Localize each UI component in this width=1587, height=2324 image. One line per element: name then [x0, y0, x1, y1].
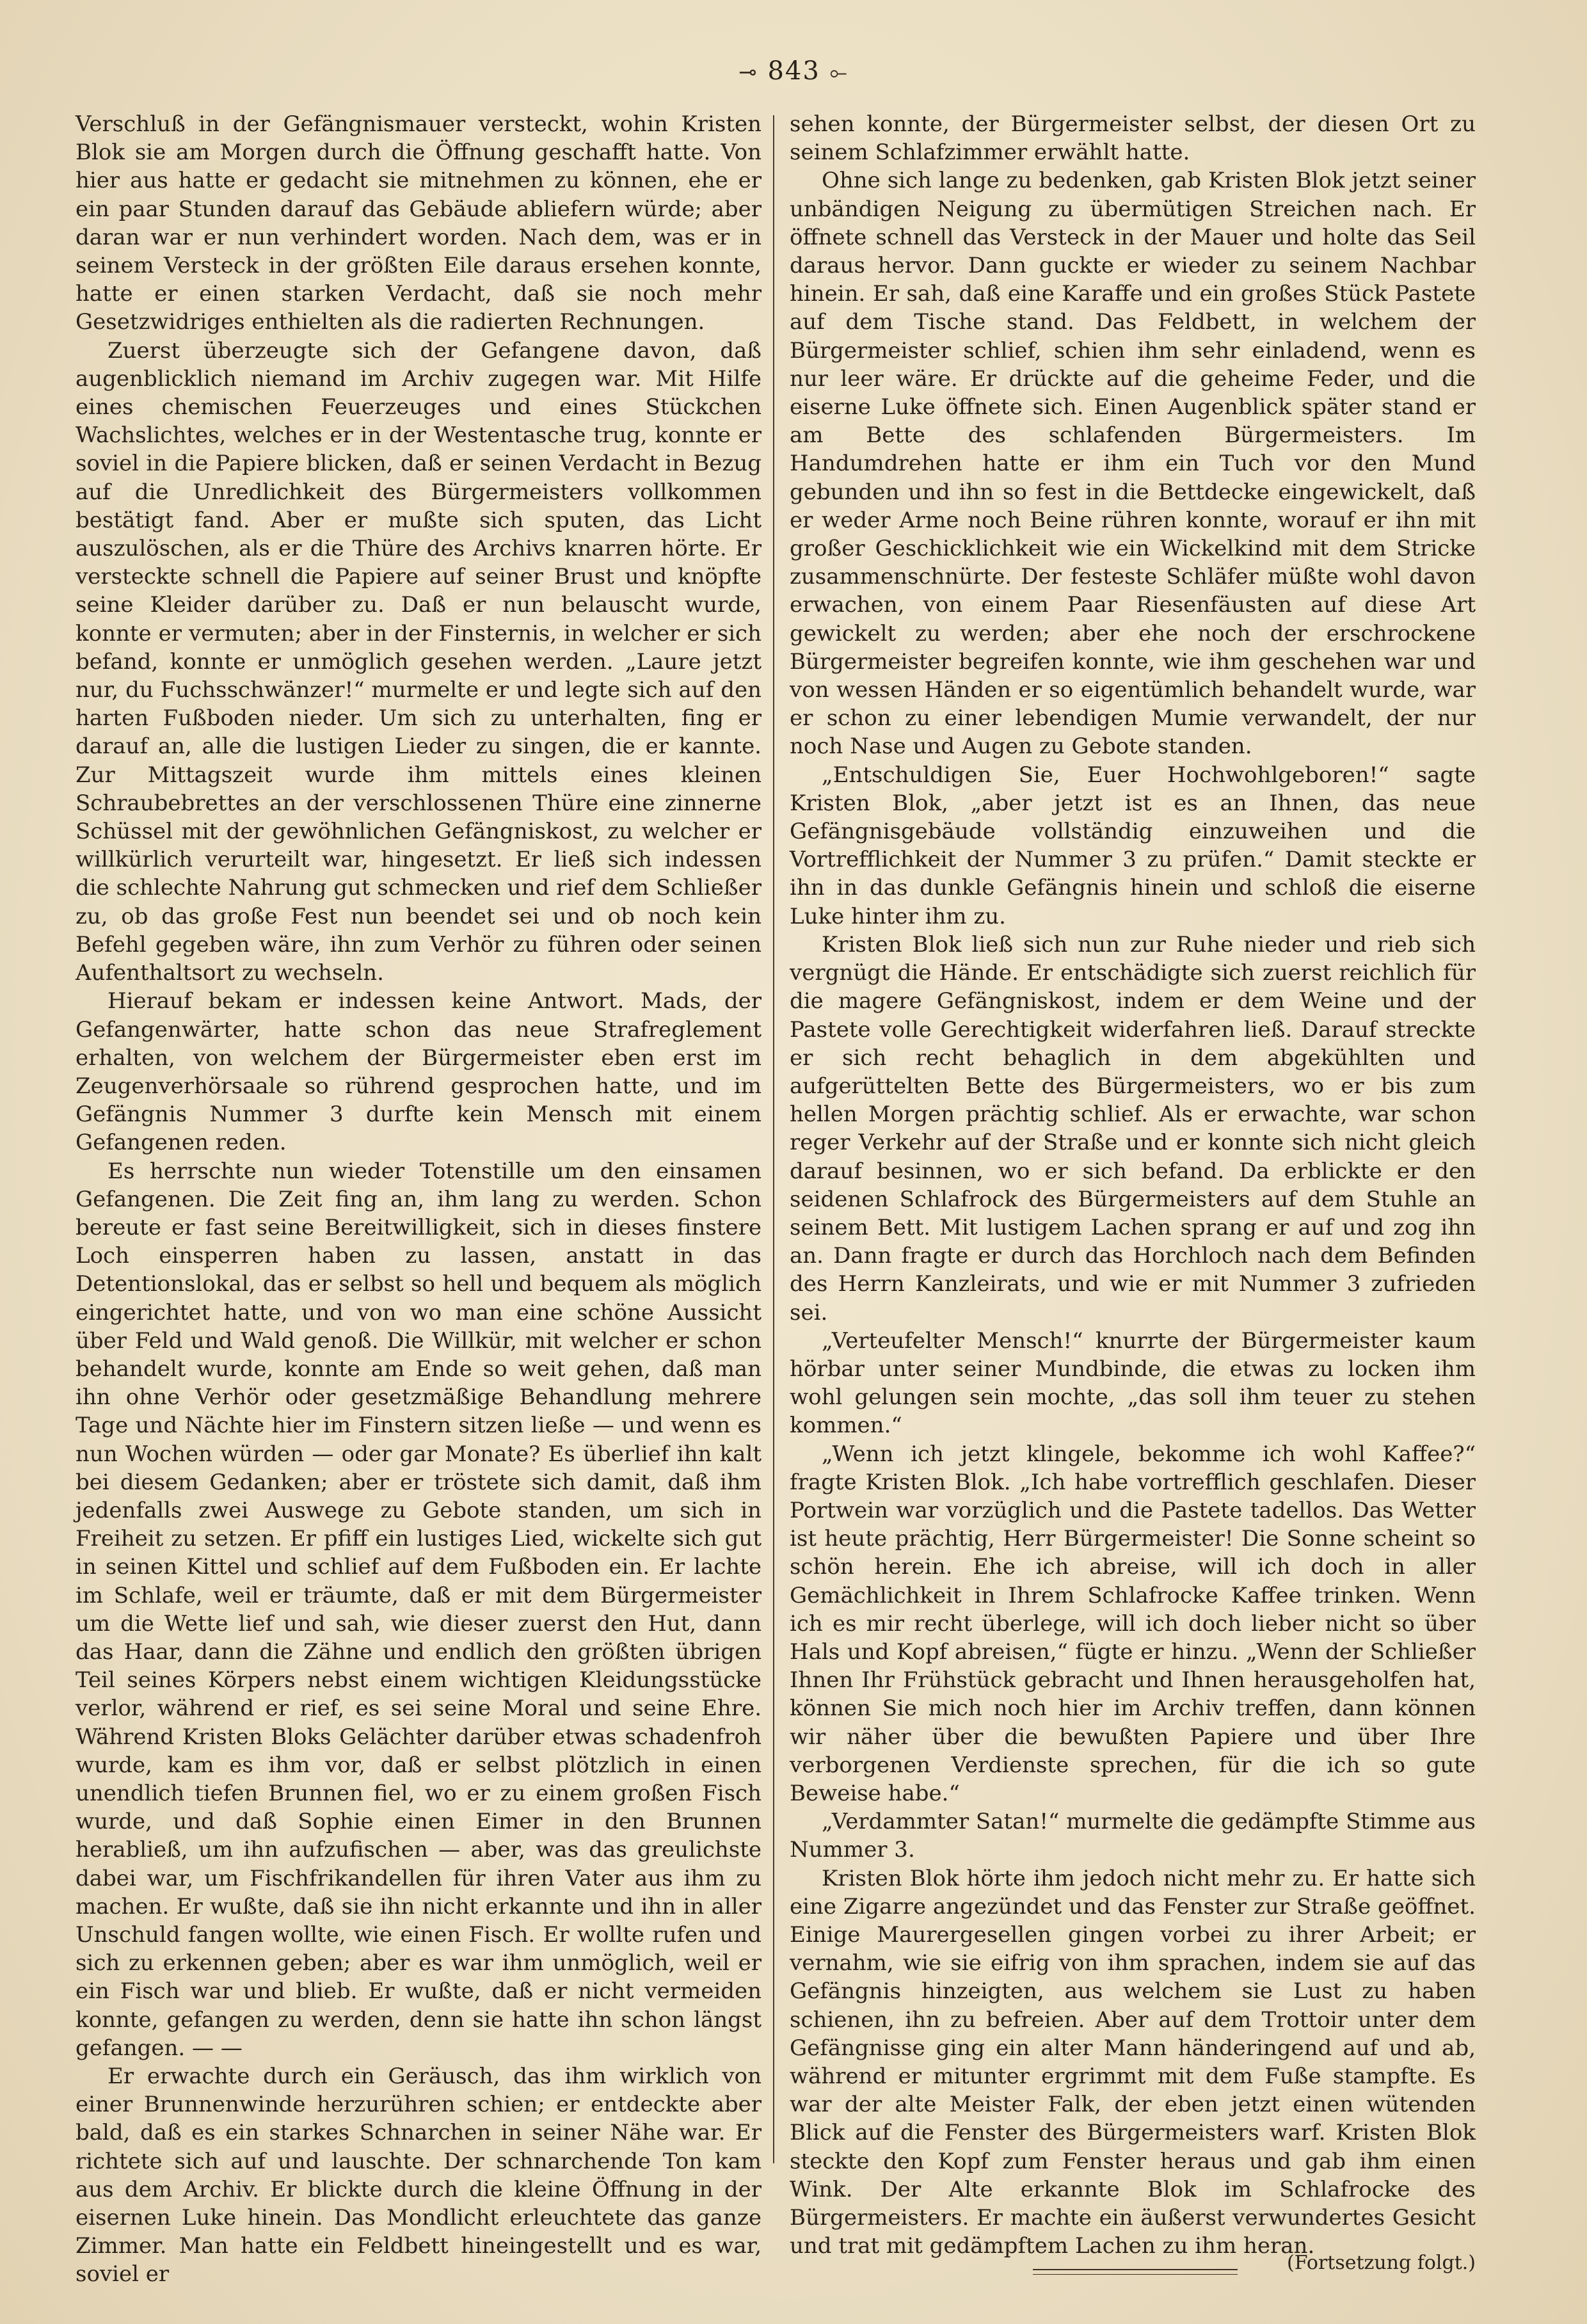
ornament-right-icon: ⟜ — [829, 60, 849, 85]
right-column — [790, 110, 1476, 2278]
paragraph: Es herrschte nun wieder Totenstille um den einsamen Gefangenen. Die Zeit fing an, ihm lang zu werden. Schon bereute er fast seine Bereitwilligkeit, sich in dieses finstere Loch einsperren haben zu lassen, anstatt in das Detentionslokal, das er selbst so hell und bequem als möglich eingerichtet hatte, und von wo man eine schöne Aussicht über Feld und Wald genoß. Die Willkür, mit welcher er schon behandelt wurde, konnte am Ende so weit gehen, daß man ihn ohne Verhör oder gesetzmäßige Behandlung mehrere Tage und Nächte hier im Finstern sitzen ließe — und wenn es nun Wochen würden — oder gar Monate? Es überlief ihn kalt bei diesem Gedanken; aber er tröstete sich damit, daß ihm jedenfalls zwei Auswege zu Gebote standen, um sich in Freiheit zu setzen. Er pfiff ein lustiges Lied, wickelte sich gut in seinen Kittel und schlief auf dem Fußboden ein. Er lachte im Schlafe, weil er träumte, daß er mit dem Bürgermeister um die Wette lief und sah, wie dieser zuerst den Hut, dann das Haar, dann die Zähne und endlich den größten übrigen Teil seines Körpers nebst einem wichtigen Kleidungsstücke verlor, während er rief, es sei seine Moral und seine Ehre. Während Kristen Bloks Gelächter darüber etwas schadenfroh wurde, kam es ihm vor, daß er selbst plötzlich in einen unendlich tiefen Brunnen fiel, wo er zu einem großen Fisch wurde, und daß Sophie einen Eimer in den Brunnen herabließ, um ihn aufzufischen — aber, was das greulichste dabei war, um Fischfrikandellen für ihren Vater aus ihm zu machen. Er wußte, daß sie ihn nicht erkannte und ihn in aller Unschuld fangen wollte, wie einen Fisch. Er wollte rufen und sich zu erkennen geben; aber es war ihm unmöglich, weil er ein Fisch war und blieb. Er wußte, daß er nicht vermeiden konnte, gefangen zu werden, denn sie hatte ihn schon längst gefangen. — — — [76, 1158, 762, 2061]
end-flourish — [1033, 2269, 1238, 2275]
column-divider — [773, 115, 774, 2163]
paragraph: „Entschuldigen Sie, Euer Hochwohlgeboren!“ sagte Kristen Blok, „aber jetzt ist es an Ihnen, das neue Gefängnisgebäude vollständig einzuweihen und die Vortrefflichkeit der Nummer 3 zu prüfen.“ Damit steckte er ihn in das dunkle Gefängnis hinein und schloß die eiserne Luke hinter ihm zu. — [790, 762, 1476, 929]
page-number: 843 — [767, 56, 820, 86]
paragraph: Kristen Blok ließ sich nun zur Ruhe nieder und rieb sich vergnügt die Hände. Er entschädigte sich zuerst reichlich für die magere Gefängniskost, indem er dem Weine und der Pastete volle Gerechtigkeit widerfahren ließ. Darauf streckte er sich recht behaglich in dem abgekühlten und aufgerüttelten Bette des Bürgermeisters, wo er bis zum hellen Morgen prächtig schlief. Als er erwachte, war schon reger Verkehr auf der Straße und er konnte sich nicht gleich darauf besinnen, wo er sich befand. Da erblickte er den seidenen Schlafrock des Bürgermeisters auf dem Stuhle an seinem Bett. Mit lustigem Lachen sprang er auf und zog ihn an. Dann fragte er durch das Horchloch nach dem Befinden des Herrn Kanzleirats, und wie er mit Nummer 3 zufrieden sei. — [790, 931, 1476, 1326]
paragraph: sehen konnte, der Bürgermeister selbst, der diesen Ort zu seinem Schlafzimmer erwählt hatte. — [790, 111, 1476, 166]
paragraph: Hierauf bekam er indessen keine Antwort. Mads, der Gefangenwärter, hatte schon das neue Strafreglement erhalten, von welchem der Bürgermeister eben erst im Zeugenverhörsaale so rührend gesprochen hatte, und im Gefängnis Nummer 3 durfte kein Mensch mit einem Gefangenen reden. — [76, 988, 762, 1156]
left-column — [76, 110, 762, 2289]
page-header — [0, 56, 1587, 86]
paragraph: „Verdammter Satan!“ murmelte die gedämpfte Stimme aus Nummer 3. — [790, 1809, 1476, 1863]
paragraph: Ohne sich lange zu bedenken, gab Kristen Blok jetzt seiner unbändigen Neigung zu übermütigen Streichen nach. Er öffnete schnell das Versteck in der Mauer und holte das Seil daraus hervor. Dann guckte er wieder zu seinem Nachbar hinein. Er sah, daß eine Karaffe und ein großes Stück Pastete auf dem Tische stand. Das Feldbett, in welchem der Bürgermeister schlief, schien ihm sehr einladend, wenn es nur leer wäre. Er drückte auf die geheime Feder, und die eiserne Luke öffnete sich. Einen Augenblick später stand er am Bette des schlafenden Bürgermeisters. Im Handumdrehen hatte er ihm ein Tuch vor den Mund gebunden und ihn so fest in die Bettdecke eingewickelt, daß er weder Arme noch Beine rühren konnte, worauf er ihn mit großer Geschicklichkeit wie ein Wickelkind mit dem Stricke zusammenschnürte. Der festeste Schläfer müßte wohl davon erwachen, von einem Paar Riesenfäusten auf diese Art gewickelt zu werden; aber ehe noch der erschrockene Bürgermeister begreifen konnte, wie ihm geschehen war und von wessen Händen er so eigentümlich behandelt wurde, war er schon zu einer lebendigen Mumie verwandelt, der nur noch Nase und Augen zu Gebote standen. — [790, 168, 1476, 760]
paragraph: „Wenn ich jetzt klingele, bekomme ich wohl Kaffee?“ fragte Kristen Blok. „Ich habe vortrefflich geschlafen. Dieser Portwein war vorzüglich und die Pastete tadellos. Das Wetter ist heute prächtig, Herr Bürgermeister! Die Sonne scheint so schön herein. Ehe ich abreise, will ich doch in aller Gemächlichkeit in Ihrem Schlafrocke Kaffee trinken. Wenn ich es mir recht überlege, will ich doch lieber nicht so über Hals und Kopf abreisen,“ fügte er hinzu. „Wenn der Schließer Ihnen Ihr Frühstück gebracht und Ihnen herausgeholfen hat, können Sie mich noch hier im Archiv treffen, dann können wir näher über die bewußten Papiere und über Ihre verborgenen Verdienste sprechen, für die ich so gute Beweise habe.“ — [790, 1441, 1476, 1806]
continuation-note: (Fortsetzung folgt.) — [1287, 2252, 1476, 2275]
paragraph: Kristen Blok hörte ihm jedoch nicht mehr zu. Er hatte sich eine Zigarre angezündet und das Fenster zur Straße geöffnet. Einige Maurergesellen gingen vorbei zu ihrer Arbeit; er vernahm, wie sie eifrig von ihm sprachen, indem sie auf das Gefängnis hinzeigten, aus welchem sie Lust zu haben schienen, ihn zu befreien. Aber auf dem Trottoir unter dem Gefängnisse ging ein alter Mann händeringend auf und ab, während er mitunter ergrimmt mit dem Fuße stampfte. Es war der alte Meister Falk, der eben jetzt einen wütenden Blick auf die Fenster des Bürgermeisters warf. Kristen Blok steckte den Kopf zum Fenster heraus und gab ihm einen Wink. Der Alte erkannte Blok im Schlafrocke des Bürgermeisters. Er machte ein äußerst verwundertes Gesicht und trat mit gedämpftem Lachen zu ihm heran. — [790, 1865, 1476, 2259]
paragraph: Zuerst überzeugte sich der Gefangene davon, daß augenblicklich niemand im Archiv zugegen war. Mit Hilfe eines chemischen Feuerzeuges und eines Stückchen Wachslichtes, welches er in der Westentasche trug, konnte er soviel in die Papiere blicken, daß er seinen Verdacht in Bezug auf die Unredlichkeit des Bürgermeisters vollkommen bestätigt fand. Aber er mußte sich sputen, das Licht auszulöschen, als er die Thüre des Archivs knarren hörte. Er versteckte schnell die Papiere auf seiner Brust und knöpfte seine Kleider darüber zu. Daß er nun belauscht wurde, konnte er vermuten; aber in der Finsternis, in welcher er sich befand, konnte er unmöglich gesehen werden. „Laure jetzt nur, du Fuchsschwänzer!“ murmelte er und legte sich auf den harten Fußboden nieder. Um sich zu unterhalten, fing er darauf an, alle die lustigen Lieder zu singen, die er kannte. Zur Mittagszeit wurde ihm mittels eines kleinen Schraubebrettes an der verschlossenen Thüre eine zinnerne Schüssel mit der gewöhnlichen Gefängniskost, zu welcher er willkürlich verurteilt war, hingesetzt. Er ließ sich indessen die schlechte Nahrung gut schmecken und rief dem Schließer zu, ob das große Fest nun beendet sei und ob noch kein Befehl gegeben wäre, ihn zum Verhör zu führen oder seinen Aufenthaltsort zu wechseln. — [76, 337, 762, 986]
paragraph: Verschluß in der Gefängnismauer versteckt, wohin Kristen Blok sie am Morgen durch die Öffnung geschafft hatte. Von hier aus hatte er gedacht sie mitnehmen zu können, ehe er ein paar Stunden darauf das Gebäude abliefern würde; aber daran war er nun verhindert worden. Nach dem, was er in seinem Versteck in der größten Eile daraus ersehen konnte, hatte er einen starken Verdacht, daß sie noch mehr Gesetzwidriges enthielten als die radierten Rechnungen. — [76, 111, 762, 335]
paragraph: „Verteufelter Mensch!“ knurrte der Bürgermeister kaum hörbar unter seiner Mundbinde, die etwas zu locken ihm wohl gelungen sein mochte, „das soll ihm teuer zu stehen kommen.“ — [790, 1327, 1476, 1439]
ornament-left-icon: ⊸ — [738, 60, 758, 85]
paragraph: Er erwachte durch ein Geräusch, das ihm wirklich von einer Brunnenwinde herzurühren schien; er entdeckte aber bald, daß es ein starkes Schnarchen in seiner Nähe war. Er richtete sich auf und lauschte. Der schnarchende Ton kam aus dem Archiv. Er blickte durch die kleine Öffnung in der eisernen Luke hinein. Das Mondlicht erleuchtete das ganze Zimmer. Man hatte ein Feldbett hineingestellt und es war, soviel er — [76, 2064, 762, 2288]
